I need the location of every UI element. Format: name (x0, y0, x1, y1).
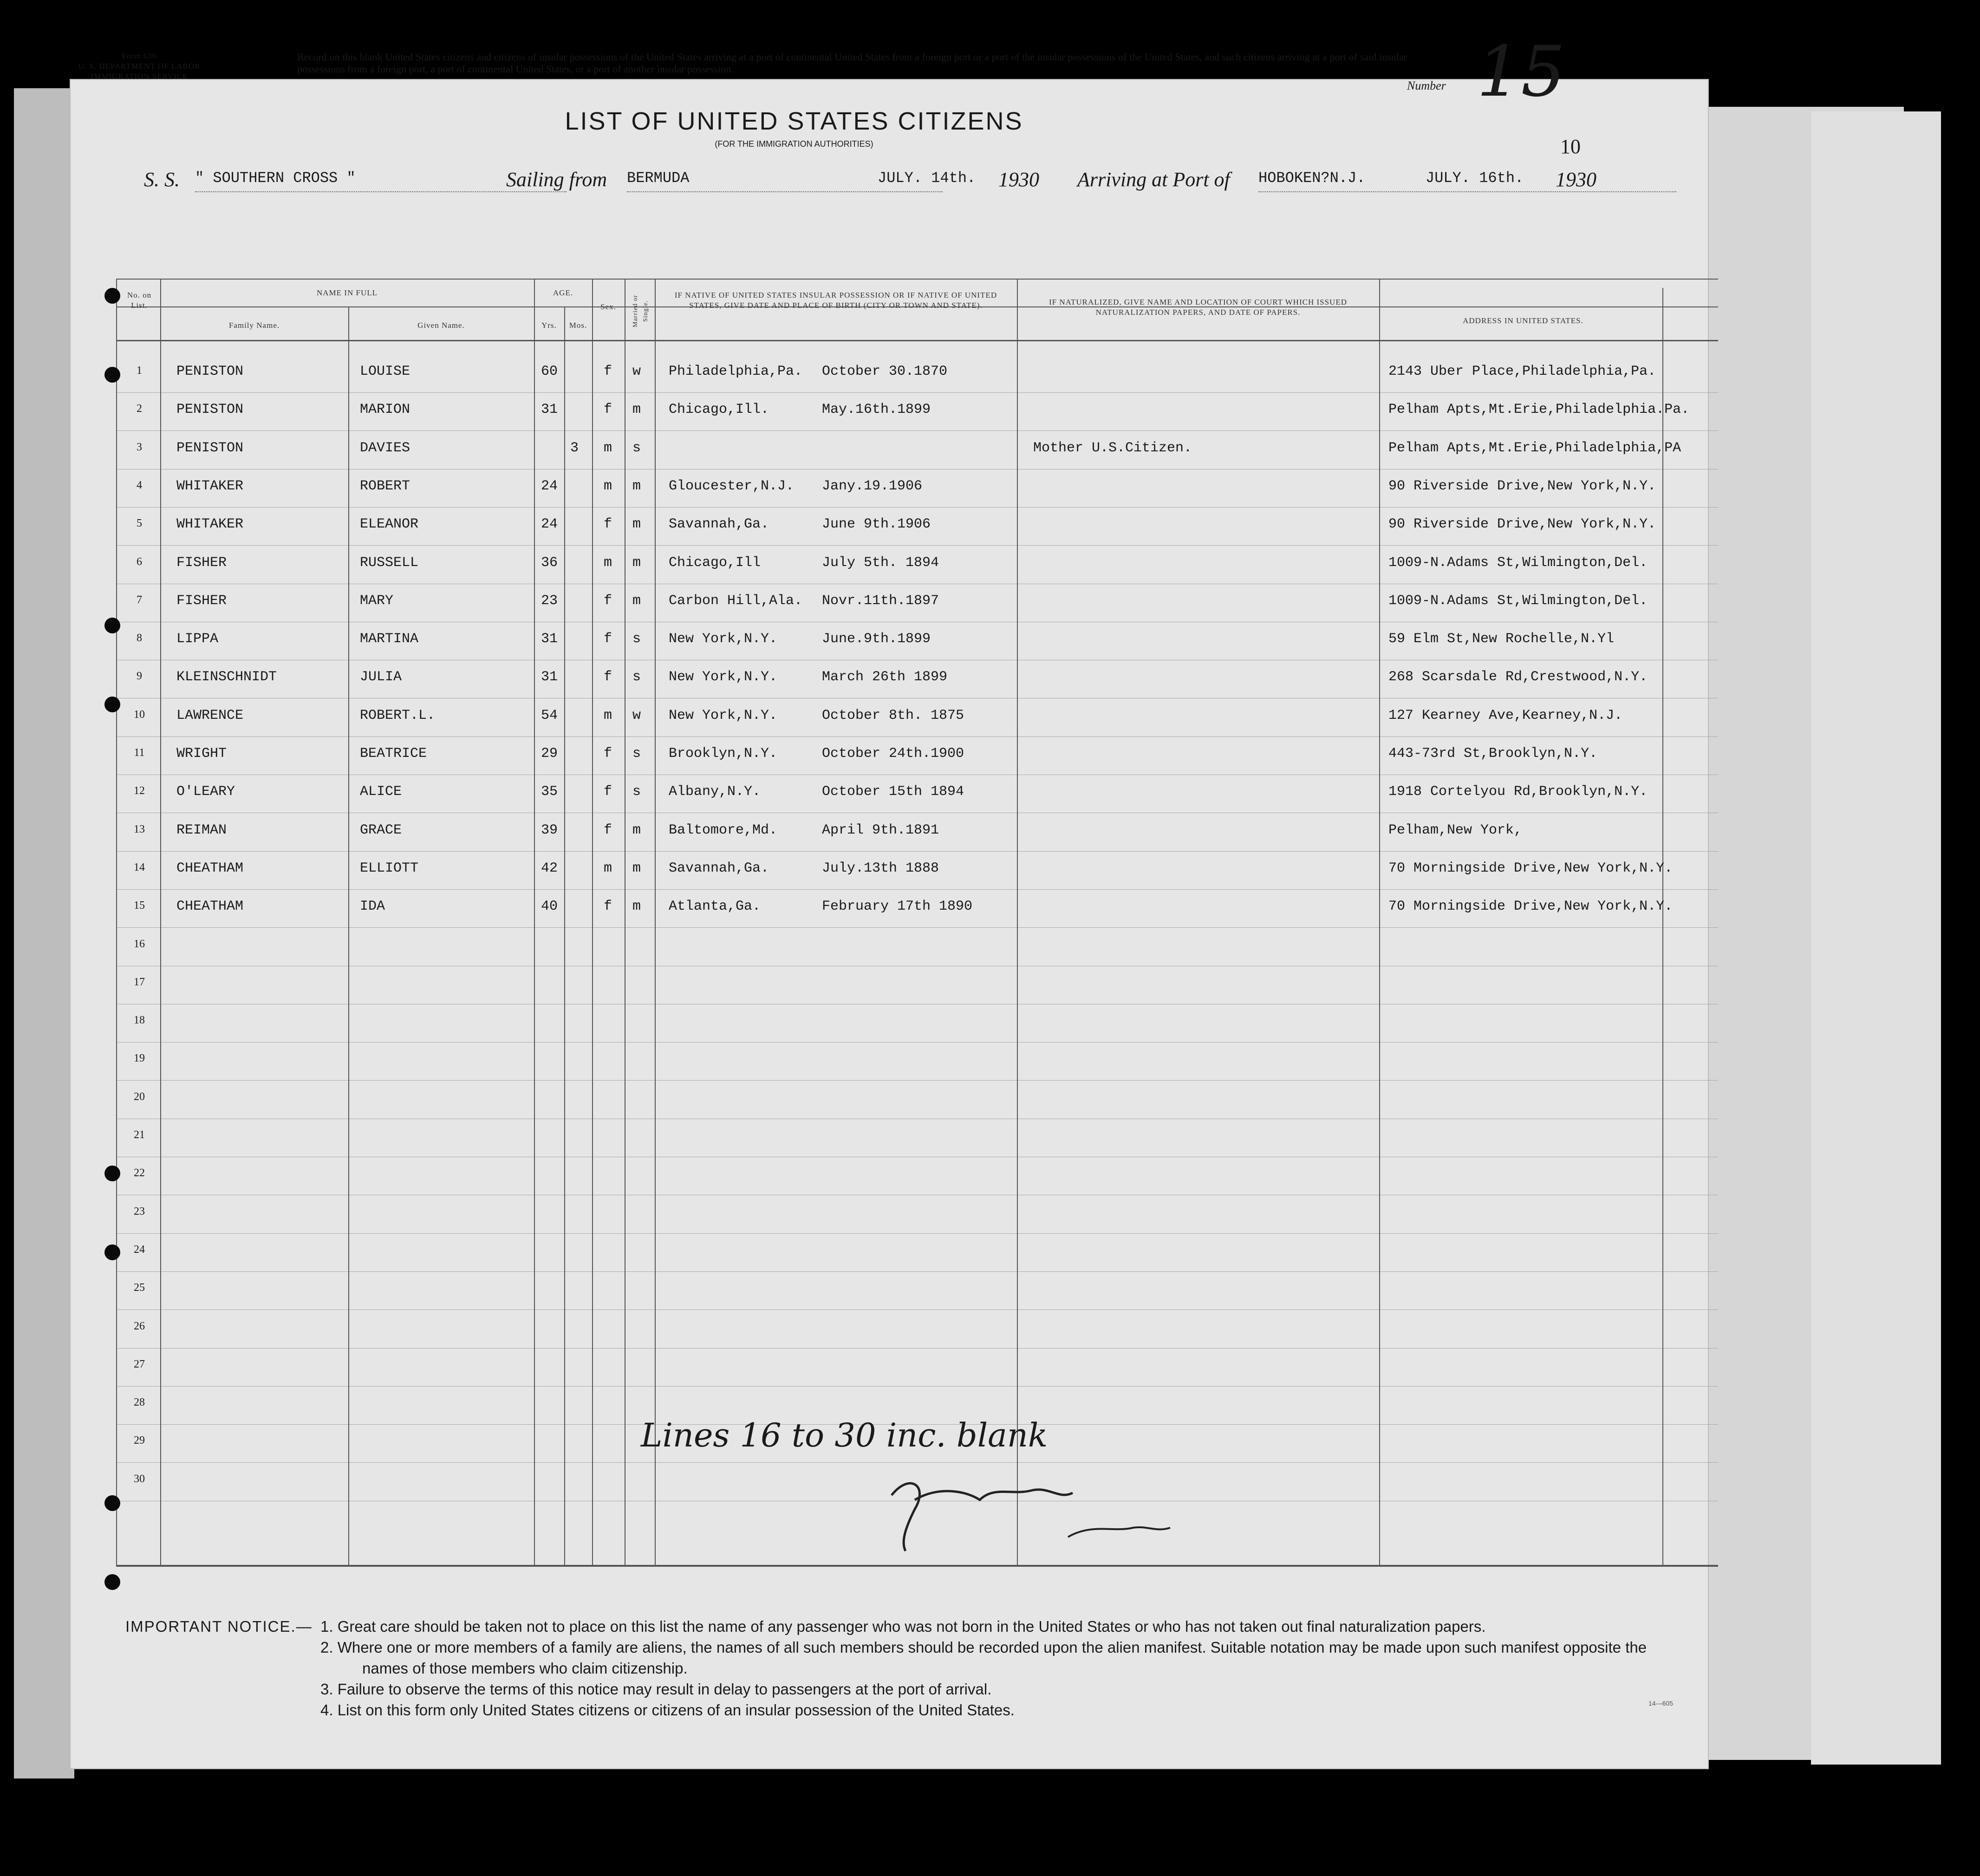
birth-date: February 17th 1890 (822, 899, 973, 915)
row-number: 27 (134, 1358, 145, 1370)
birth-place: Gloucester,N.J. (669, 478, 795, 494)
table-row (0, 1201, 1980, 1238)
sailing-year: 1930 (998, 168, 1039, 191)
col-header-family: Family Name. (228, 321, 280, 330)
birth-date: July 5th. 1894 (822, 554, 939, 571)
table-row (0, 742, 1980, 779)
table-bottom-rule (116, 1565, 1718, 1567)
given-name: ELLIOTT (360, 860, 419, 876)
given-name: LOUISE (360, 364, 410, 379)
given-name: MARY (360, 593, 394, 609)
us-address: 127 Kearney Ave,Kearney,N.J. (1388, 707, 1623, 723)
us-address: 90 Riverside Drive,New York,N.Y. (1388, 516, 1656, 533)
birth-place: Baltomore,Md. (669, 822, 778, 838)
row-number: 9 (137, 670, 142, 683)
col-header-name: NAME IN FULL (317, 288, 378, 297)
sex: f (604, 402, 612, 418)
col-header-yrs: Yrs. (541, 321, 557, 330)
birth-date: July.13th 1888 (822, 860, 939, 876)
birth-date: October 15th 1894 (822, 784, 964, 800)
table-row (0, 1316, 1980, 1353)
birth-date: October 8th. 1875 (822, 707, 964, 723)
row-number: 1 (137, 365, 142, 377)
page-subtitle: (FOR THE IMMIGRATION AUTHORITIES) (715, 139, 873, 149)
row-number: 16 (134, 938, 145, 950)
birth-place: Chicago,Ill (669, 554, 761, 571)
birth-date: April 9th.1891 (822, 822, 939, 838)
sex: f (604, 669, 612, 685)
given-name: MARION (360, 402, 410, 418)
given-name: MARTINA (360, 631, 419, 647)
punch-hole (104, 288, 120, 304)
marital-status: s (632, 746, 641, 762)
punch-hole (104, 618, 120, 633)
punch-hole (104, 1495, 120, 1511)
row-number: 18 (134, 1014, 145, 1027)
age-years: 39 (541, 822, 558, 838)
given-name: ALICE (360, 784, 402, 800)
row-number: 17 (134, 976, 145, 988)
birth-place: Brooklyn,N.Y. (669, 746, 778, 762)
marital-status: s (632, 669, 641, 685)
row-number: 24 (134, 1243, 145, 1256)
sex: f (604, 746, 612, 762)
table-row (0, 819, 1980, 856)
birth-place: Atlanta,Ga. (669, 899, 761, 915)
family-name: WRIGHT (176, 746, 227, 762)
arriving-label: Arriving at Port of (1077, 168, 1230, 191)
age-years: 36 (541, 554, 558, 571)
table-row (0, 1162, 1980, 1199)
col-header-address: ADDRESS IN UNITED STATES. (1463, 316, 1583, 325)
ship-underline (195, 191, 567, 192)
row-number: 4 (137, 479, 142, 491)
arrival-date: JULY. 16th. (1426, 169, 1524, 187)
marital-status: s (632, 784, 641, 800)
table-row (0, 971, 1980, 1009)
signature (873, 1467, 1207, 1560)
age-years: 40 (541, 899, 558, 915)
birth-date: October 30.1870 (822, 364, 948, 379)
family-name: FISHER (176, 554, 227, 571)
row-number: 19 (134, 1052, 145, 1065)
punch-hole (104, 1166, 120, 1181)
age-years: 31 (541, 631, 558, 647)
notice-item: 1. Great care should be taken not to place on this list the name of any passenger who was not born in the United States or who has not taken out final naturalization papers. (320, 1618, 1486, 1635)
birth-place: New York,N.Y. (669, 707, 778, 723)
sex: f (604, 593, 612, 609)
row-number: 22 (134, 1167, 145, 1179)
sex: f (604, 899, 612, 915)
table-row (0, 704, 1980, 741)
table-row (0, 1354, 1980, 1391)
age-years: 54 (541, 707, 558, 723)
us-address: Pelham Apts,Mt.Erie,Philadelphia.Pa. (1388, 402, 1690, 418)
family-name: O'LEARY (176, 784, 235, 800)
punch-hole (104, 367, 120, 383)
age-years: 35 (541, 784, 558, 800)
birth-place: Albany,N.Y. (669, 784, 761, 800)
us-address: 90 Riverside Drive,New York,N.Y. (1388, 478, 1656, 494)
table-row (0, 1124, 1980, 1161)
family-name: CHEATHAM (176, 860, 244, 876)
sex: f (604, 784, 612, 800)
col-header-naturalized: IF NATURALIZED, GIVE NAME AND LOCATION OF COURT WHICH ISSUED NATURALIZATION PAPERS, AND DATE OF PAPERS. (1049, 298, 1347, 317)
marital-status: s (632, 440, 641, 456)
family-name: PENISTON (176, 364, 244, 379)
us-address: 59 Elm St,New Rochelle,N.Yl (1388, 631, 1615, 647)
col-header-birth: IF NATIVE OF UNITED STATES INSULAR POSSESSION OR IF NATIVE OF UNITED STATES, GIVE DATE AND PLACE OF BIRTH (CITY OR TOWN AND STATE). (674, 291, 997, 310)
sex: m (604, 440, 612, 456)
record-instructions: Record on this blank United States citizens and citizens of insular possessions of the United States arriving at a port of continental United States from a foreign port or a port of the insular possessions of the United States, and such citizens arriving at a port of said insular possessions from a foreign port, a port of continental United States, or a port of another insular possession. (297, 51, 1407, 75)
notice-item: 3. Failure to observe the terms of this notice may result in delay to passengers at the port of arrival. (320, 1681, 992, 1698)
family-name: REIMAN (176, 822, 227, 838)
age-years: 24 (541, 516, 558, 533)
us-address: 443-73rd St,Brooklyn,N.Y. (1388, 746, 1598, 762)
sex: m (604, 554, 612, 571)
age-years: 42 (541, 860, 558, 876)
sex: m (604, 707, 612, 723)
row-number: 26 (134, 1320, 145, 1332)
ship-name: " SOUTHERN CROSS " (195, 169, 356, 187)
age-years: 29 (541, 746, 558, 762)
table-row (0, 895, 1980, 932)
family-name: LAWRENCE (176, 707, 244, 723)
row-number: 2 (137, 403, 142, 415)
table-row (0, 589, 1980, 626)
ss-label: S. S. (144, 168, 180, 191)
arrival-year: 1930 (1556, 168, 1596, 191)
sailing-label: Sailing from (506, 168, 607, 191)
row-number: 29 (134, 1434, 145, 1447)
row-number: 14 (134, 861, 145, 873)
age-years: 23 (541, 593, 558, 609)
birth-date: June 9th.1906 (822, 516, 931, 533)
us-address: 1009-N.Adams St,Wilmington,Del. (1388, 554, 1648, 571)
notice-item: 4. List on this form only United States citizens or citizens of an insular possession of the United States. (320, 1701, 1015, 1719)
birth-date: May.16th.1899 (822, 402, 931, 418)
table-row (0, 398, 1980, 435)
punch-hole (104, 1574, 120, 1590)
birth-place: Savannah,Ga. (669, 860, 769, 876)
birth-date: Novr.11th.1897 (822, 593, 939, 609)
number-label: Number (1407, 79, 1446, 92)
age-years: 24 (541, 478, 558, 494)
us-address: 2143 Uber Place,Philadelphia,Pa. (1388, 364, 1656, 379)
table-row (0, 857, 1980, 894)
age-years: 31 (541, 669, 558, 685)
marital-status: m (632, 822, 641, 838)
birth-place: Carbon Hill,Ala. (669, 593, 803, 609)
sex: m (604, 860, 612, 876)
birth-place: New York,N.Y. (669, 631, 778, 647)
us-address: 70 Morningside Drive,New York,N.Y. (1388, 860, 1673, 876)
table-row (0, 627, 1980, 664)
notice-label: IMPORTANT NOTICE.— (125, 1618, 313, 1635)
marital-status: m (632, 478, 641, 494)
family-name: WHITAKER (176, 516, 244, 533)
birth-place: Chicago,Ill. (669, 402, 769, 418)
given-name: ROBERT.L. (360, 707, 436, 723)
page-title: LIST OF UNITED STATES CITIZENS (565, 107, 1023, 135)
row-number: 3 (137, 441, 142, 453)
given-name: ROBERT (360, 478, 410, 494)
birth-date: Jany.19.1906 (822, 478, 923, 494)
sex: m (604, 478, 612, 494)
handwritten-note: Lines 16 to 30 inc. blank (641, 1416, 1048, 1454)
voyage-line (70, 158, 1648, 195)
sailing-date: JULY. 14th. (878, 169, 976, 187)
table-row (0, 1239, 1980, 1276)
table-row (0, 1048, 1980, 1085)
naturalization: Mother U.S.Citizen. (1033, 440, 1192, 456)
age-years: 60 (541, 364, 558, 379)
form-number: Form 630 (122, 52, 157, 60)
row-number: 13 (134, 823, 145, 835)
row-number: 21 (134, 1129, 145, 1141)
us-address: Pelham Apts,Mt.Erie,Philadelphia,PA (1388, 440, 1681, 456)
punch-hole (104, 1244, 120, 1260)
col-header-given: Given Name. (417, 321, 465, 330)
row-number: 5 (137, 517, 142, 530)
header-bottom-rule (116, 340, 1718, 341)
table-row (0, 1086, 1980, 1123)
marital-status: m (632, 593, 641, 609)
table-row (0, 1277, 1980, 1314)
family-name: WHITAKER (176, 478, 244, 494)
family-name: LIPPA (176, 631, 219, 647)
table-row (0, 551, 1980, 588)
us-address: 1918 Cortelyou Rd,Brooklyn,N.Y. (1388, 784, 1648, 800)
sex: f (604, 516, 612, 533)
row-number: 7 (137, 593, 142, 606)
form-ref: 14—605 (1648, 1700, 1673, 1707)
col-header-mos: Mos. (569, 321, 587, 330)
given-name: JULIA (360, 669, 402, 685)
family-name: KLEINSCHNIDT (176, 669, 277, 685)
marital-status: w (632, 364, 641, 379)
table-row (0, 1010, 1980, 1047)
marital-status: m (632, 516, 641, 533)
arriving-underline (1258, 191, 1676, 192)
row-number: 8 (137, 632, 142, 645)
punch-hole (104, 697, 120, 712)
form-id (56, 51, 223, 82)
marital-status: s (632, 631, 641, 647)
row-number: 28 (134, 1396, 145, 1409)
family-name: FISHER (176, 593, 227, 609)
row-number: 23 (134, 1205, 145, 1218)
table-row (0, 436, 1980, 474)
col-header-age: AGE. (553, 288, 573, 297)
sex: f (604, 631, 612, 647)
given-name: ELEANOR (360, 516, 419, 533)
family-name: PENISTON (176, 402, 244, 418)
age-years: 31 (541, 402, 558, 418)
row-number: 10 (134, 708, 145, 721)
table-row (0, 665, 1980, 703)
row-number: 20 (134, 1090, 145, 1103)
table-row (0, 475, 1980, 512)
marital-status: m (632, 554, 641, 571)
table-top-rule (116, 279, 1718, 280)
table-row (0, 513, 1980, 550)
us-address: 70 Morningside Drive,New York,N.Y. (1388, 899, 1673, 915)
birth-place: Savannah,Ga. (669, 516, 769, 533)
marital-status: w (632, 707, 641, 723)
row-number: 25 (134, 1282, 145, 1294)
department: U. S. DEPARTMENT OF LABOR (78, 62, 201, 71)
sex: f (604, 364, 612, 379)
birth-place: Philadelphia,Pa. (669, 364, 803, 379)
birth-date: October 24th.1900 (822, 746, 964, 762)
service: IMMIGRATION SERVICE (91, 72, 188, 81)
marital-status: m (632, 402, 641, 418)
age-months: 3 (570, 440, 579, 456)
col-header-no: No. on List. (127, 291, 152, 310)
birth-place: New York,N.Y. (669, 669, 778, 685)
sailing-from: BERMUDA (627, 169, 690, 187)
marital-status: m (632, 899, 641, 915)
us-address: Pelham,New York, (1388, 822, 1523, 838)
us-address: 268 Scarsdale Rd,Crestwood,N.Y. (1388, 669, 1648, 685)
notice-item: 2. Where one or more members of a family are aliens, the names of all such members should be recorded upon the alien manifest. Suitable notation may be made upon such manifest opposite the names of those members who claim citizenship. (320, 1639, 1647, 1677)
given-name: GRACE (360, 822, 402, 838)
given-name: IDA (360, 899, 385, 915)
table-row (0, 360, 1980, 397)
col-header-sex: Sex. (600, 302, 616, 311)
row-number: 15 (134, 899, 145, 912)
row-number: 11 (134, 747, 145, 759)
arriving-port: HOBOKEN?N.J. (1258, 169, 1366, 187)
row-number: 12 (134, 785, 145, 797)
sailing-underline (627, 191, 943, 192)
given-name: BEATRICE (360, 746, 427, 762)
table-row (0, 933, 1980, 971)
row-number: 6 (137, 555, 142, 568)
table-row (0, 780, 1980, 817)
us-address: 1009-N.Adams St,Wilmington,Del. (1388, 593, 1648, 609)
col-header-married: Married or Single. (632, 294, 649, 327)
birth-date: June.9th.1899 (822, 631, 931, 647)
page-number: 10 (1560, 135, 1581, 158)
given-name: RUSSELL (360, 554, 419, 571)
row-number: 30 (134, 1472, 145, 1485)
birth-date: March 26th 1899 (822, 669, 948, 685)
family-name: PENISTON (176, 440, 244, 456)
family-name: CHEATHAM (176, 899, 244, 915)
list-number: 15 (1477, 32, 1565, 112)
sex: f (604, 822, 612, 838)
marital-status: m (632, 860, 641, 876)
given-name: DAVIES (360, 440, 410, 456)
